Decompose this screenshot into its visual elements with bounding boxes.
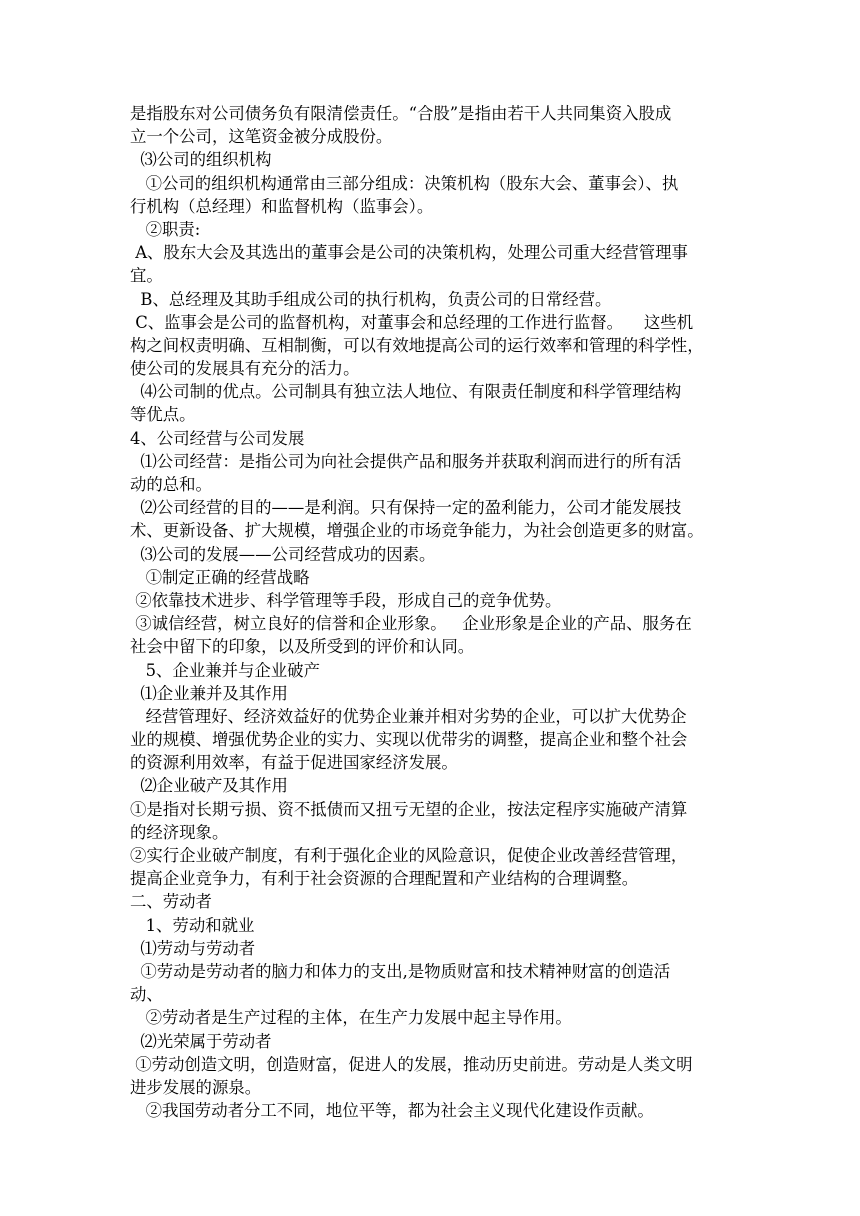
section-heading: 1、劳动和就业 xyxy=(130,915,255,935)
text-line: 进步发展的源泉。 xyxy=(130,1077,262,1097)
text-line: B、总经理及其助手组成公司的执行机构，负责公司的日常经营。 xyxy=(130,289,612,309)
text-line: ②职责: xyxy=(130,219,201,239)
text-line: ②实行企业破产制度，有利于强化企业的风险意识，促使企业改善经营管理， xyxy=(130,846,688,865)
text-line: ⑵光荣属于劳动者 xyxy=(130,1031,272,1051)
text-line: ③诚信经营，树立良好的信誉和企业形象。 企业形象是企业的产品、服务在 xyxy=(130,614,692,634)
text-line: ⑷公司制的优点。公司制具有独立法人地位、有限责任制度和科学管理结构 xyxy=(130,382,682,402)
text-line: 等优点。 xyxy=(130,405,196,425)
section-heading: 二、劳动者 xyxy=(130,892,212,912)
text-line: 是指股东对公司债务负有限清偿责任。“合股”是指由若干人共同集资入股成 xyxy=(130,104,672,123)
text-line: ②我国劳动者分工不同，地位平等，都为社会主义现代化建设作贡献。 xyxy=(130,1101,654,1121)
text-line: ⑵企业破产及其作用 xyxy=(130,776,288,796)
text-line: ①是指对长期亏损、资不抵债而又扭亏无望的企业，按法定程序实施破产清算 xyxy=(130,799,688,819)
text-line: 的经济现象。 xyxy=(130,822,229,842)
text-line: ①劳动创造文明，创造财富，促进人的发展，推动历史前进。劳动是人类文明 xyxy=(130,1054,693,1074)
text-line: ②依靠技术进步、科学管理等手段，形成自己的竞争优势。 xyxy=(130,590,562,610)
text-line: 构之间权责明确、互相制衡，可以有效地提高公司的运行效率和管理的科学性， xyxy=(130,335,704,355)
text-line: ⑵公司经营的目的——是利润。只有保持一定的盈利能力，公司才能发展技 xyxy=(130,498,682,518)
text-line: 经营管理好、经济效益好的优势企业兼并相对劣势的企业，可以扩大优势企 xyxy=(130,706,687,726)
text-line: ①制定正确的经营战略 xyxy=(130,567,310,587)
text-line: 的资源利用效率，有益于促进国家经济发展。 xyxy=(130,753,458,773)
text-line: ⑴公司经营：是指公司为向社会提供产品和服务并获取利润而进行的所有活 xyxy=(130,451,682,471)
text-line: ⑶公司的组织机构 xyxy=(130,150,272,170)
text-line: 立一个公司，这笔资金被分成股份。 xyxy=(130,127,393,147)
text-line: 术、更新设备、扩大规模，增强企业的市场竞争能力，为社会创造更多的财富。 xyxy=(130,521,704,541)
text-line: ②劳动者是生产过程的主体，在生产力发展中起主导作用。 xyxy=(130,1008,572,1028)
text-line: ⑴企业兼并及其作用 xyxy=(130,683,288,703)
text-line: 提高企业竞争力，有利于社会资源的合理配置和产业结构的合理调整。 xyxy=(130,869,639,889)
text-line: ①劳动是劳动者的脑力和体力的支出,是物质财富和技术精神财富的创造活 xyxy=(130,961,671,981)
document-page xyxy=(130,102,738,1122)
text-line: ⑴劳动与劳动者 xyxy=(130,938,256,958)
text-line: 动、 xyxy=(130,985,163,1005)
text-line: 宜。 xyxy=(130,266,163,286)
text-line: C、监事会是公司的监督机构，对董事会和总经理的工作进行监督。 这些机 xyxy=(130,312,694,332)
text-line: ①公司的组织机构通常由三部分组成：决策机构（股东大会、董事会）、执 xyxy=(130,173,679,193)
text-line: 行机构（总经理）和监督机构（监事会）。 xyxy=(130,196,434,216)
text-line: 社会中留下的印象，以及所受到的评价和认同。 xyxy=(130,637,475,657)
text-line: A、股东大会及其选出的董事会是公司的决策机构，处理公司重大经营管理事 xyxy=(130,243,688,263)
text-line: 使公司的发展具有充分的活力。 xyxy=(130,359,360,379)
text-line: 动的总和。 xyxy=(130,475,212,494)
text-line: 业的规模、增强优势企业的实力、实现以优带劣的调整，提高企业和整个社会 xyxy=(130,730,688,750)
text-line: ⑶公司的发展——公司经营成功的因素。 xyxy=(130,544,436,564)
section-heading: 5、企业兼并与企业破产 xyxy=(130,660,320,680)
section-heading: 4、公司经营与公司发展 xyxy=(130,428,305,448)
